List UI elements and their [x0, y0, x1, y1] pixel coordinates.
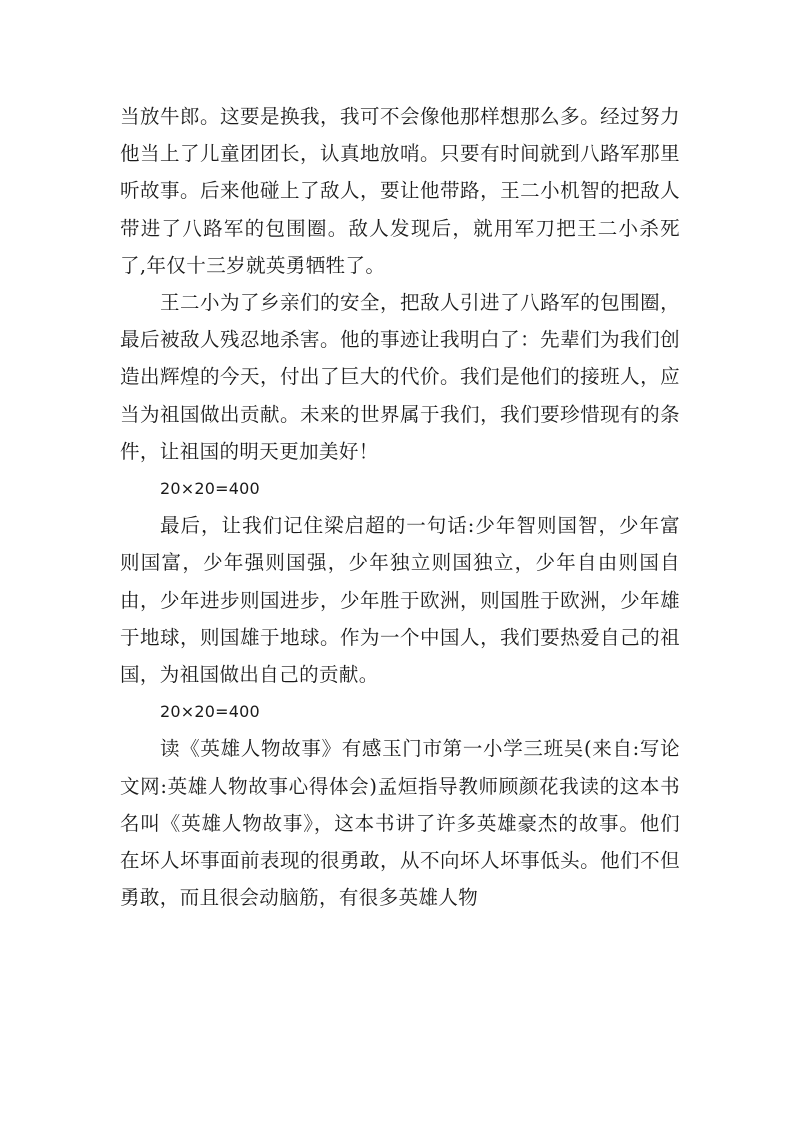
paragraph-quote: 最后，让我们记住梁启超的一句话:少年智则国智，少年富则国富，少年强则国强，少年独立则国独立，少年自由则国自由，少年进步则国进步，少年胜于欧洲，则国胜于欧洲，少年雄于地球，则国雄于地球。作为一个中国人，我们要热爱自己的祖国，为祖国做出自己的贡献。 — [120, 514, 680, 687]
formula-line: 20×20=400 — [160, 702, 260, 722]
paragraph-reflection: 王二小为了乡亲们的安全，把敌人引进了八路军的包围圈，最后被敌人残忍地杀害。他的事迹让我明白了：先辈们为我们创造出辉煌的今天，付出了巨大的代价。我们是他们的接班人，应当为祖国做出贡献。未来的世界属于我们，我们要珍惜现有的条件，让祖国的明天更加美好！ — [120, 291, 680, 463]
formula-line: 20×20=400 — [160, 479, 260, 499]
document-body — [120, 98, 680, 916]
paragraph-continuation: 当放牛郎。这要是换我，我可不会像他那样想那么多。经过努力他当上了儿童团团长，认真地放哨。只要有时间就到八路军那里听故事。后来他碰上了敌人，要让他带路，王二小机智的把敌人带进了八路军的包围圈。敌人发现后，就用军刀把王二小杀死了,年仅十三岁就英勇牺牲了。 — [120, 105, 680, 277]
paragraph-book-review: 读《英雄人物故事》有感玉门市第一小学三班吴(来自:写论文网:英雄人物故事心得体会)孟烜指导教师顾颜花我读的这本书名叫《英雄人物故事》，这本书讲了许多英雄豪杰的故事。他们在坏人坏事面前表现的很勇敢，从不向坏人坏事低头。他们不但勇敢，而且很会动脑筋，有很多英雄人物 — [120, 737, 680, 910]
